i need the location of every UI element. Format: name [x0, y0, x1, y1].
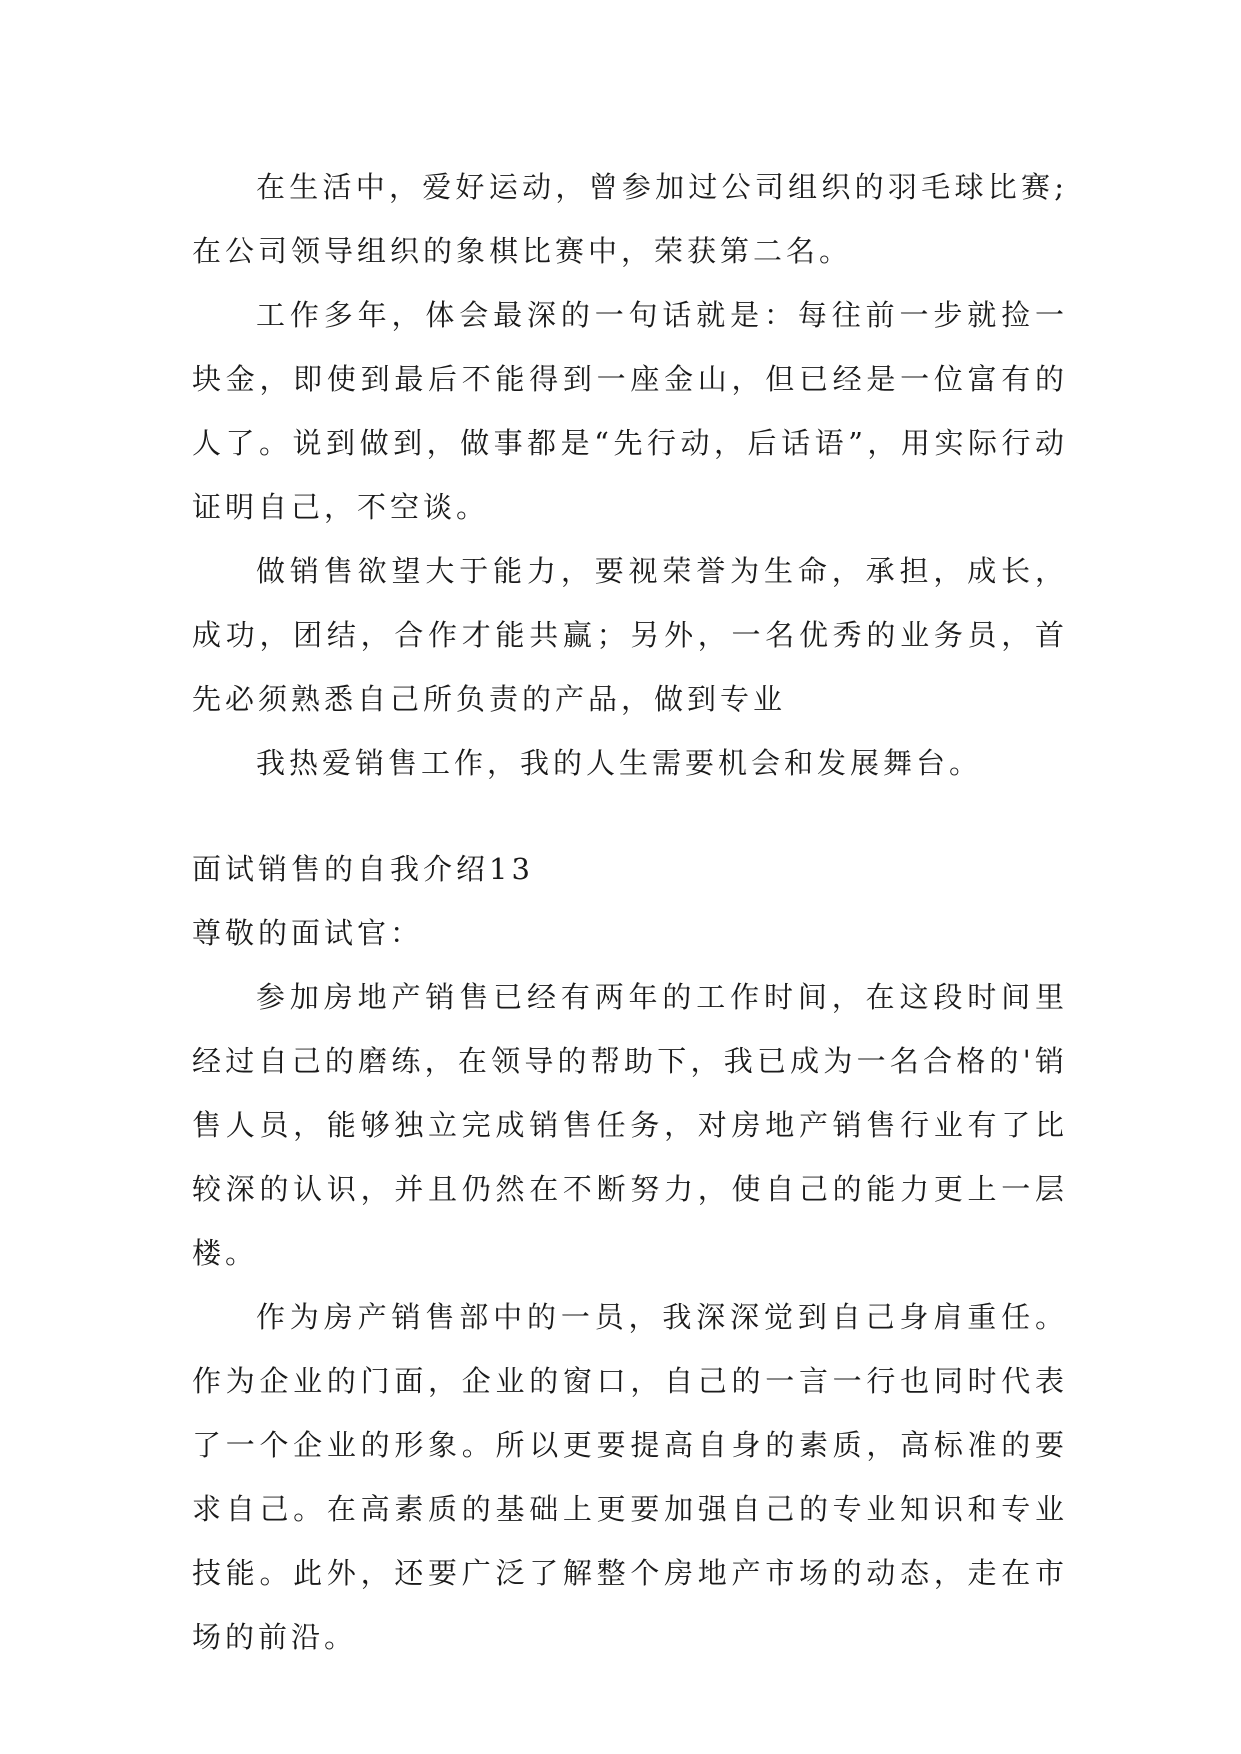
paragraph-love-sales: 我热爱销售工作，我的人生需要机会和发展舞台。	[256, 746, 983, 780]
salutation: 尊敬的面试官：	[192, 916, 424, 950]
paragraph-work-experience: 工作多年，体会最深的一句话就是：每往前一步就捡一块金，即使到最后不能得到一座金山，但已经是一位富有的人了。说到做到，做事都是“先行动，后话语”，用实际行动证明自己，不空谈。	[192, 298, 1068, 524]
document-body	[192, 155, 1068, 1669]
paragraph-sales-attitude: 做销售欲望大于能力，要视荣誉为生命，承担，成长，成功，团结，合作才能共赢；另外，一名优秀的业务员，首先必须熟悉自己所负责的产品，做到专业	[192, 554, 1068, 716]
section-title: 面试销售的自我介绍13	[192, 852, 534, 886]
paragraph-hobbies: 在生活中，爱好运动，曾参加过公司组织的羽毛球比赛;在公司领导组织的象棋比赛中，荣获第二名。	[192, 170, 1068, 268]
paragraph-real-estate-experience: 参加房地产销售已经有两年的工作时间，在这段时间里经过自己的磨练，在领导的帮助下，我已成为一名合格的'销售人员，能够独立完成销售任务，对房地产销售行业有了比较深的认识，并且仍然在不断努力，使自己的能力更上一层楼。	[192, 980, 1068, 1270]
paragraph-responsibility: 作为房产销售部中的一员，我深深觉到自己身肩重任。作为企业的门面，企业的窗口，自己的一言一行也同时代表了一个企业的形象。所以更要提高自身的素质，高标准的要求自己。在高素质的基础上更要加强自己的专业知识和专业技能。此外，还要广泛了解整个房地产市场的动态，走在市场的前沿。	[192, 1300, 1068, 1654]
